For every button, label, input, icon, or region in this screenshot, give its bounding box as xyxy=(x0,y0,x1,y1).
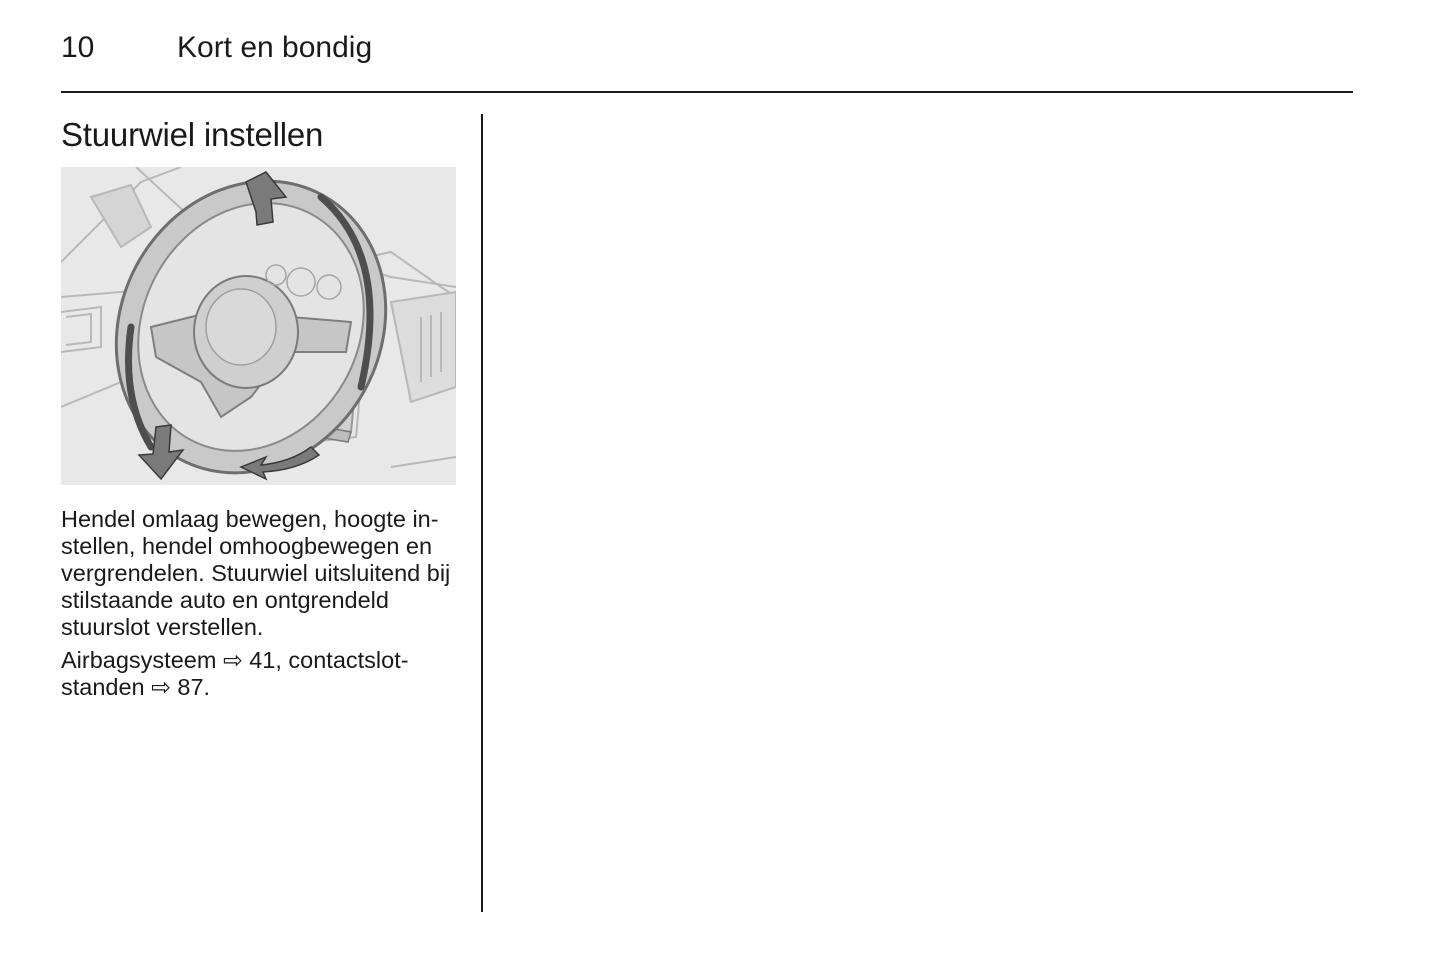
reference-text: Airbagsysteem xyxy=(61,647,217,673)
paragraph-line: Hendel omlaag bewegen, hoogte in- xyxy=(61,506,439,532)
page-heading: Stuurwiel instellen xyxy=(61,116,324,153)
reference-link-ignition[interactable]: 87. xyxy=(177,674,211,700)
paragraph-line: stilstaande auto en ontgrendeld xyxy=(61,587,389,613)
reference-text: standen xyxy=(61,674,145,700)
column-divider xyxy=(481,114,483,912)
header-rule xyxy=(61,91,1353,93)
paragraph-line: vergrendelen. Stuurwiel uitsluitend bij xyxy=(61,560,451,586)
steering-wheel-illustration xyxy=(61,167,456,485)
page-number: 10 xyxy=(61,31,95,64)
page-reference-icon: ⇨ xyxy=(222,647,243,673)
reference-paragraph xyxy=(61,647,461,701)
section-title: Kort en bondig xyxy=(177,31,373,64)
page-reference-icon: ⇨ xyxy=(151,674,171,700)
paragraph-line: stellen, hendel omhoogbewegen en xyxy=(61,533,433,559)
instruction-paragraph xyxy=(61,506,461,641)
paragraph-line: stuurslot verstellen. xyxy=(61,614,264,640)
reference-link-airbag[interactable]: 41, contactslot- xyxy=(249,647,409,673)
